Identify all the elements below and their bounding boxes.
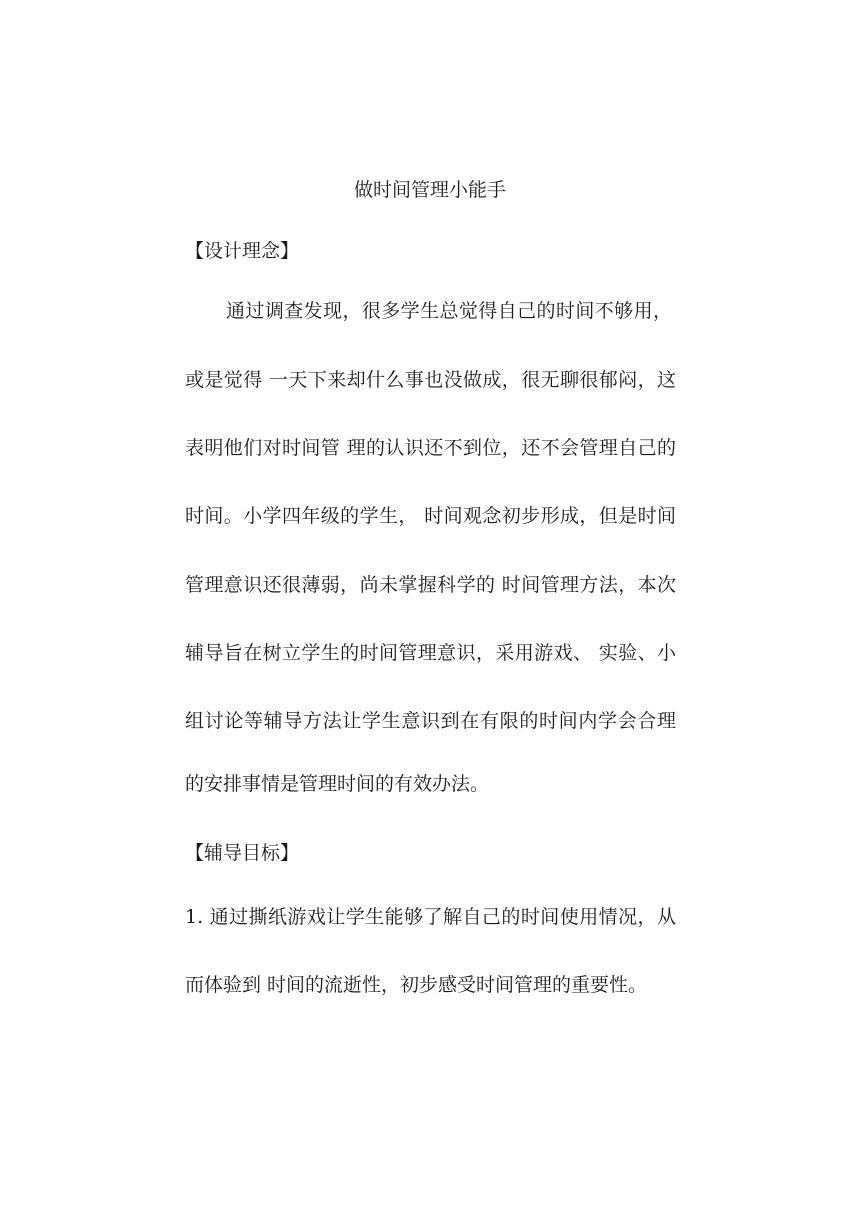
paragraph-line: 通过调查发现，很多学生总觉得自己的时间不够用，: [226, 300, 672, 322]
document-title: 做时间管理小能手: [353, 179, 506, 201]
paragraph-line: 或是觉得 一天下来却什么事也没做成，很无聊很郁闷，这: [185, 369, 676, 391]
section-heading-counseling-goals: 【辅导目标】: [185, 842, 300, 864]
paragraph-line: 管理意识还很薄弱，尚未掌握科学的 时间管理方法，本次: [185, 574, 676, 596]
paragraph-line: 而体验到 时间的流逝性，初步感受时间管理的重要性。: [185, 974, 648, 996]
paragraph-line: 1. 通过撕纸游戏让学生能够了解自己的时间使用情况，从: [185, 906, 676, 928]
section-heading-design-concept: 【设计理念】: [185, 240, 300, 262]
paragraph-line: 的安排事情是管理时间的有效办法。: [185, 773, 490, 795]
paragraph-line: 时间。小学四年级的学生， 时间观念初步形成，但是时间: [185, 505, 676, 527]
paragraph-line: 辅导旨在树立学生的时间管理意识，采用游戏、 实验、小: [185, 642, 676, 664]
paragraph-line: 表明他们对时间管 理的认识还不到位，还不会管理自己的: [185, 437, 676, 459]
paragraph-line: 组讨论等辅导方法让学生意识到在有限的时间内学会合理: [185, 710, 676, 732]
